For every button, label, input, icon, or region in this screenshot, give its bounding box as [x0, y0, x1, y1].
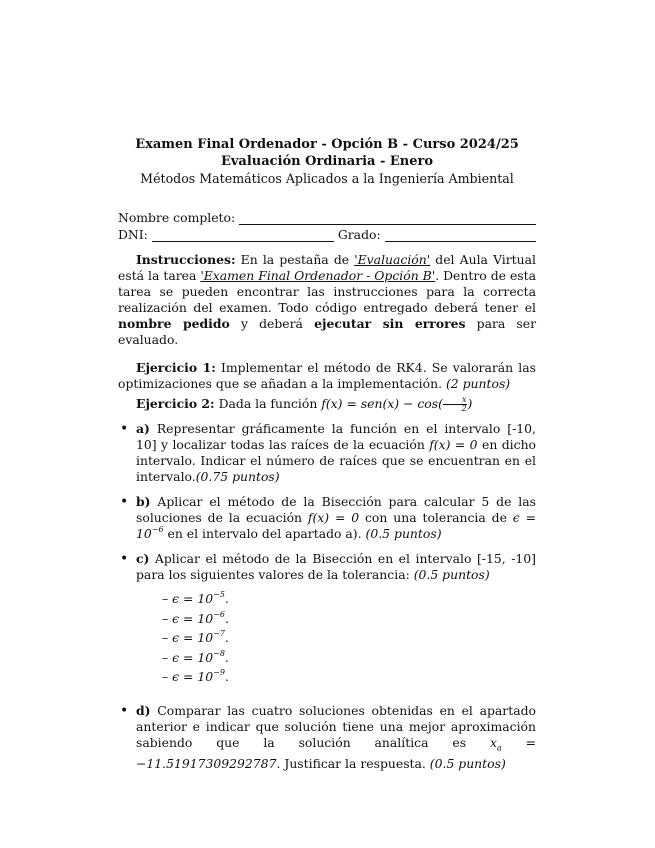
item-b-points: (0.5 puntos)	[365, 526, 442, 541]
formula-fraction	[443, 396, 468, 413]
item-a-points: (0.75 puntos)	[195, 469, 280, 484]
exercise-2-label: Ejercicio 2:	[136, 396, 215, 411]
math-var: x	[489, 734, 497, 750]
tolerance-exponent: −6	[213, 609, 225, 619]
math-value: = −11.51917309292787	[136, 734, 536, 771]
tolerance-item: – $\epsilon = 10^{-9}$.	[162, 668, 229, 684]
exercise-2-text: Dada la función	[214, 396, 322, 411]
item-b-text: en el intervalo del apartado a).	[163, 526, 366, 541]
instructions-label: Instrucciones:	[136, 252, 236, 267]
item-d-points: (0.5 puntos)	[429, 755, 506, 771]
item-d-text: . Justificar la respuesta.	[276, 755, 430, 771]
tolerance-item: – $\epsilon = 10^{-5}$.	[162, 590, 229, 606]
instructions-bold: nombre pedido	[118, 316, 230, 331]
tolerance-exponent: −6	[151, 525, 164, 534]
item-c	[118, 551, 536, 687]
instructions-text: del Aula Virtual está la tarea	[118, 252, 536, 283]
instructions-text: para ser evaluado.	[118, 316, 537, 347]
tolerance-item: – $\epsilon = 10^{-8}$.	[162, 648, 229, 665]
evaluacion-link[interactable]: 'Evaluación'	[354, 252, 431, 267]
fraction-numerator: x	[443, 396, 468, 405]
item-c-label: c)	[136, 551, 150, 566]
instructions-bold: ejecutar sin errores	[314, 316, 466, 331]
item-d	[118, 703, 536, 772]
dni-field[interactable]	[152, 229, 334, 242]
instructions-text: . Dentro de esta tarea se pueden encontrar las instrucciones para la correcta realización del examen. Todo código entregado deberá tener el	[118, 268, 537, 315]
item-b-text: Aplicar el método de la Bisección para calcular 5 de las soluciones de la ecuación	[136, 494, 536, 525]
item-d-text: Comparar las cuatro soluciones obtenidas en el apartado anterior e indicar que solución tiene una mejor aproximación sabiendo que la solución analítica es	[136, 702, 536, 750]
item-d-label: d)	[136, 702, 151, 718]
item-b-text: con una tolerancia de	[359, 510, 513, 525]
instructions-paragraph	[118, 252, 536, 348]
tolerance-base: ϵ = 10	[172, 610, 214, 626]
item-a-label: a)	[136, 421, 150, 436]
exercise-1-label: Ejercicio 1:	[136, 360, 216, 375]
item-c-text: Aplicar el método de la Bisección en el intervalo [-15, -10] para los siguientes valores de la tolerancia:	[136, 551, 536, 582]
item-b	[118, 494, 536, 542]
exercise-2-formula	[321, 396, 472, 411]
tolerance-exponent: −5	[213, 590, 225, 599]
instructions-text: En la pestaña de	[235, 252, 355, 267]
math-subscript: a	[496, 742, 502, 752]
item-a	[118, 421, 536, 485]
tolerance-list	[136, 589, 536, 687]
tolerance-base: ϵ = 10	[172, 649, 214, 665]
tolerance-item: – $\epsilon = 10^{-7}$.	[162, 629, 229, 645]
exam-title: Examen Final Ordenador - Opción B - Curso 2024/25	[135, 137, 519, 152]
formula-part: f(x) = sen(x) − cos(	[321, 396, 443, 411]
exercise-2-items	[118, 421, 536, 772]
dni-grado-row	[118, 225, 536, 242]
dni-label: DNI:	[118, 227, 148, 242]
grado-label: Grado:	[337, 227, 381, 242]
tolerance-base: ϵ = 10	[172, 630, 214, 645]
name-field[interactable]	[239, 212, 536, 225]
exam-session: Evaluación Ordinaria - Enero	[220, 154, 434, 169]
item-c-points: (0.5 puntos)	[413, 567, 490, 582]
item-a-math: f(x) = 0	[429, 437, 478, 452]
exercise-1-text: Implementar el método de RK4. Se valorarán las optimizaciones que se añadan a la implementación.	[118, 360, 536, 391]
item-a-text: Representar gráficamente la función en el intervalo [-10, 10] y localizar todas las raíces de la ecuación	[136, 421, 536, 452]
formula-part: )	[467, 396, 473, 411]
tolerance-base: ϵ = 10	[172, 591, 214, 606]
exam-page	[118, 136, 536, 772]
item-b-math: f(x) = 0	[307, 510, 360, 525]
tolerance-base: ϵ = 10	[172, 669, 214, 684]
exercise-2	[118, 396, 536, 413]
fraction-denominator: 2	[461, 404, 467, 413]
item-b-label: b)	[136, 494, 151, 509]
tolerance-exponent: −8	[213, 648, 225, 658]
course-subtitle: Métodos Matemáticos Aplicados a la Ingeniería Ambiental	[140, 171, 514, 186]
name-row	[118, 208, 536, 225]
tolerance-exponent: −9	[213, 668, 225, 677]
exercise-1-points: (2 puntos)	[445, 376, 511, 391]
item-a-text: en dicho intervalo. Indicar el número de raíces que se encuentran en el intervalo.	[136, 437, 537, 484]
tolerance-exponent: −7	[213, 629, 225, 638]
grado-field[interactable]	[385, 229, 536, 242]
tolerance-base: ϵ = 10	[136, 510, 536, 541]
exercise-1	[118, 360, 536, 392]
exam-task-link[interactable]: 'Examen Final Ordenador - Opción B'	[200, 268, 436, 283]
name-label: Nombre completo:	[118, 210, 236, 225]
instructions-text: y deberá	[229, 316, 315, 331]
tolerance-item: – $\epsilon = 10^{-6}$.	[162, 609, 229, 626]
